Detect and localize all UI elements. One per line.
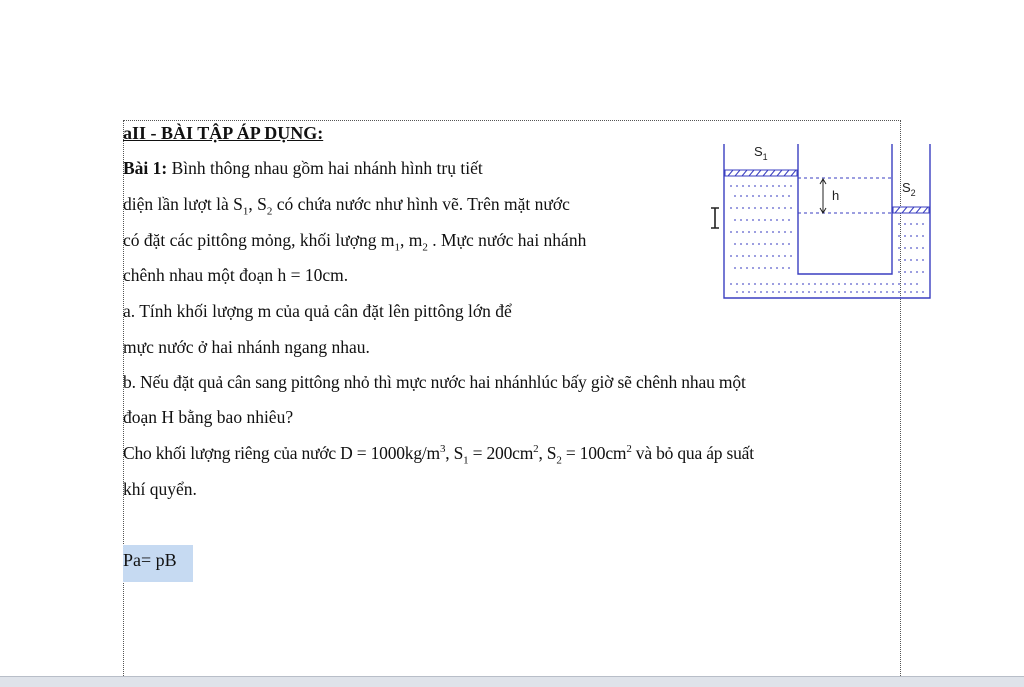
- communicating-vessels-figure: [722, 138, 934, 300]
- status-bar: [0, 676, 1024, 687]
- height-arrow: [820, 179, 826, 213]
- problem-label: Bài 1:: [123, 158, 168, 178]
- inner-walls: [798, 144, 892, 274]
- text-line-6: mực nước ở hai nhánh ngang nhau.: [123, 337, 370, 357]
- text-line-4: chênh nhau một đoạn h = 10cm.: [123, 265, 349, 285]
- water-pattern: [730, 186, 927, 292]
- text-line-5: a. Tính khối lượng m của quả cân đặt lên pittông lớn để: [123, 301, 512, 321]
- text-line-7: b. Nếu đặt quả cân sang pittông nhỏ thì mực nước hai nhánhlúc bấy giờ sẽ chênh nhau một: [123, 372, 746, 392]
- label-s1: $S_1$: [754, 144, 768, 162]
- label-h: h: [832, 188, 840, 203]
- text-line-9: Cho khối lượng riêng của nước $D = 1000kg/m^3$, $S_1 = 200cm^2$, $S_2 = 100cm^2$ và bỏ qua áp suất: [123, 443, 754, 467]
- label-s2: $S_2$: [902, 180, 916, 198]
- text-line-2: diện lần lượt là $S_1$, $S_2$ có chứa nước như hình vẽ. Trên mặt nước: [123, 194, 570, 218]
- vessel-outline: [724, 144, 930, 298]
- ibeam-cursor-icon: [708, 206, 722, 230]
- text-line-8: đoạn H bằng bao nhiêu?: [123, 407, 294, 427]
- text-line-1: [123, 157, 483, 179]
- line-1-text: Bình thông nhau gồm hai nhánh hình trụ tiết: [167, 158, 483, 178]
- text-line-3: có đặt các pittông mỏng, khối lượng $m_1$, $m_2$ . Mực nước hai nhánh: [123, 230, 587, 254]
- text-line-10: khí quyển.: [123, 479, 197, 499]
- section-heading: aII - BÀI TẬP ÁP DỤNG:: [123, 123, 324, 143]
- selected-text[interactable]: Pa= pB: [123, 545, 193, 582]
